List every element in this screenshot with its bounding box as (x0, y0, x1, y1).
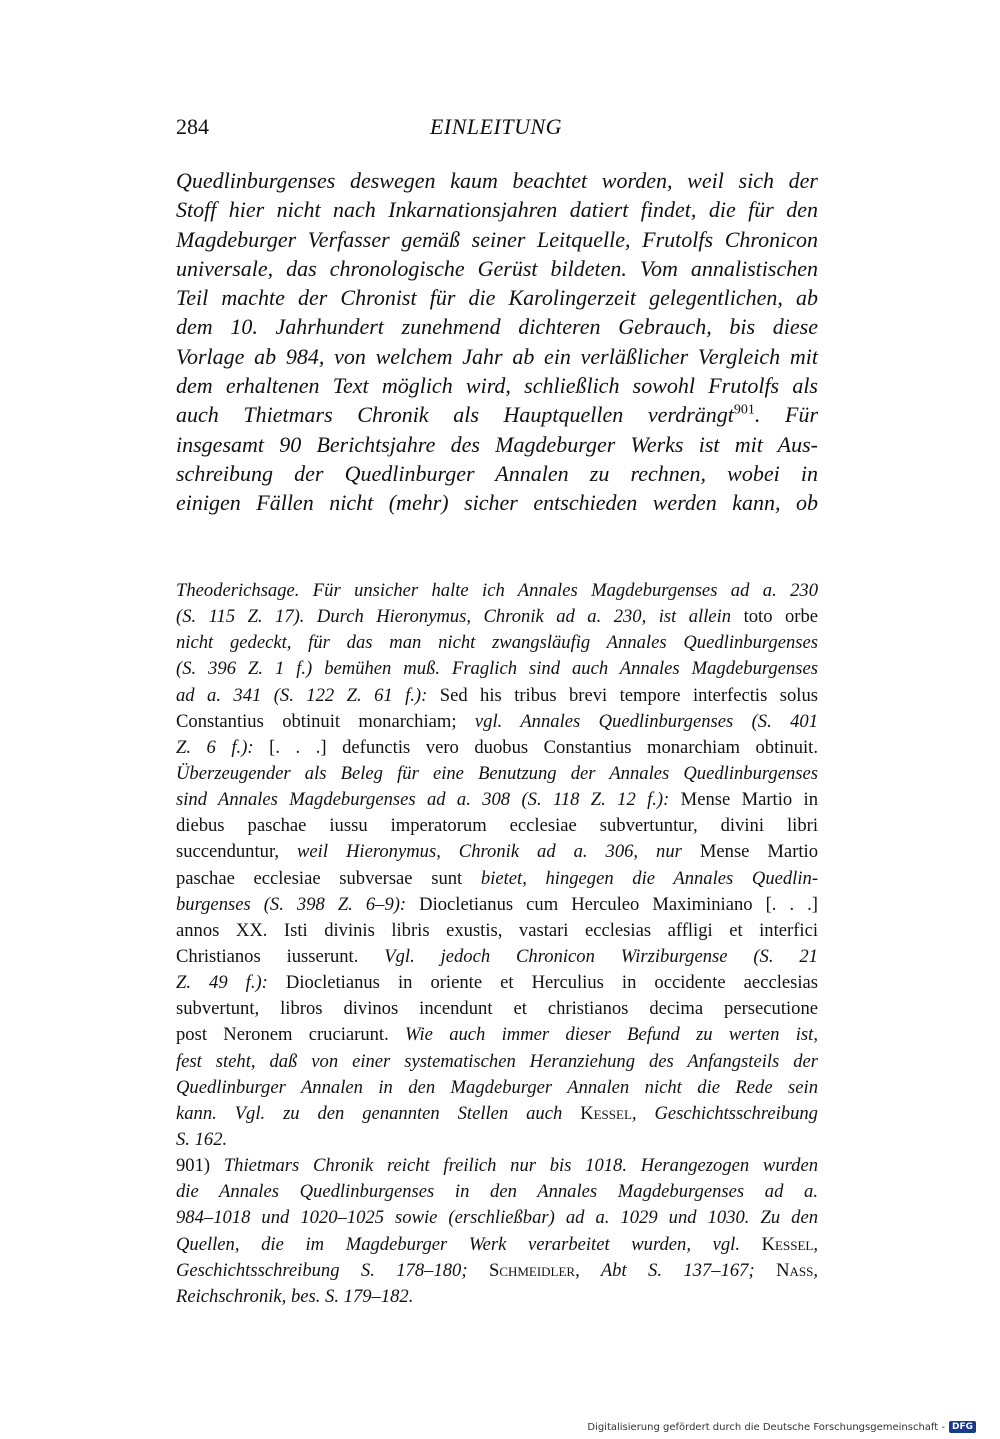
footnote-citation: Vgl. jedoch Chronicon Wirziburgense (S. 21 (384, 945, 818, 967)
footnote-text: Quellen, die im Magdeburger Werk verarbeitet wurden, vgl. (176, 1233, 740, 1255)
footnote-quote: succenduntur, (176, 841, 280, 863)
footnote-line (176, 944, 818, 970)
footnote-line (176, 866, 818, 892)
footnote-text: , Abt S. 137–167; (575, 1259, 755, 1281)
footnote-line (176, 1232, 818, 1258)
footnote-line (176, 1153, 818, 1179)
footnote-line (176, 787, 818, 813)
footnote-quote: paschae ecclesiae subversae sunt (176, 867, 463, 889)
footnote-line (176, 970, 818, 996)
text-line: einigen Fällen nicht (mehr) sicher entschieden werden kann, ob (176, 490, 818, 516)
footnote-quote: Christianos iusserunt. (176, 945, 359, 967)
main-text (176, 166, 818, 518)
footnote-citation: (S. 115 Z. 17). Durch Hieronymus, Chronik ad a. 230, ist allein (176, 606, 732, 628)
text-line (176, 400, 818, 429)
footnote-line: (S. 396 Z. 1 f.) bemühen muß. Fraglich sind auch Annales Magdeburgenses (176, 658, 818, 680)
author-name: Kessel (580, 1102, 632, 1124)
footnote-text: kann. Vgl. zu den genannten Stellen auch (176, 1102, 563, 1124)
footnote-quote: Mense Martio (699, 841, 819, 863)
text-line: Quedlinburgenses deswegen kaum beachtet worden, weil sich der (176, 168, 818, 193)
footnote-quote: Diocletianus in oriente et Herculius in occidente aecclesias (285, 972, 819, 994)
footnote-line (176, 1258, 818, 1284)
credit-text: Digitalisierung gefördert durch die Deutsche Forschungsgemeinschaft - (587, 1421, 945, 1433)
footnote-quote: Constantius obtinuit monarchiam; (176, 710, 457, 732)
dfg-logo: DFG (949, 1421, 976, 1433)
footnote-line: annos XX. Isti divinis libris exustis, vastari ecclesias affligi et interfici (176, 919, 818, 941)
footnote-citation: Z. 6 f.): (176, 736, 254, 758)
text-line: Teil machte der Chronist für die Karolingerzeit gelegentlichen, ab (176, 285, 818, 311)
footnote-text: Thietmars Chronik reicht freilich nur bis 1018. Herangezogen wurden (223, 1155, 819, 1177)
text-line: Vorlage ab 984, von welchem Jahr ab ein verläßlicher Vergleich mit (176, 343, 818, 369)
footnote-quote: Mense Martio in (680, 789, 819, 811)
footnote-citation: weil Hieronymus, Chronik ad a. 306, nur (297, 841, 682, 863)
text-line: Stoff hier nicht nach Inkarnationsjahren datiert findet, die für den (176, 197, 818, 223)
footnote-line: die Annales Quedlinburgenses in den Annales Magdeburgenses ad a. (176, 1181, 818, 1203)
footnote-line (176, 683, 818, 709)
footnote-quote: post Neronem cruciarunt. (176, 1024, 389, 1046)
footnote-line: 984–1018 und 1020–1025 sowie (erschließbar) ad a. 1029 und 1030. Zu den (176, 1207, 818, 1229)
footnote-citation: Z. 49 f.): (176, 972, 268, 994)
footnote-line: Reichschronik, bes. S. 179–182. (176, 1285, 414, 1307)
text-line: universale, das chronologische Gerüst bildeten. Vom annalistischen (176, 255, 818, 281)
footnote-line (176, 839, 818, 865)
footnote-citation: sind Annales Magdeburgenses ad a. 308 (S. 118 Z. 12 f.): (176, 789, 670, 811)
footnote-line: nicht gedeckt, für das man nicht zwangsläufig Annales Quedlinburgenses (176, 632, 818, 654)
footnote-text: , (813, 1233, 818, 1255)
footnote-citation: Wie auch immer dieser Befund zu werten ist, (405, 1024, 818, 1046)
text-line: dem 10. Jahrhundert zunehmend dichteren Gebrauch, bis diese (176, 314, 818, 340)
footnote-citation: ad a. 341 (S. 122 Z. 61 f.): (176, 684, 428, 706)
footnote-citation: vgl. Annales Quedlinburgenses (S. 401 (474, 710, 819, 732)
footnote-citation: bietet, hingegen die Annales Quedlin- (480, 867, 819, 889)
text-line-tail: . Für (754, 402, 819, 428)
footnote-citation: burgenses (S. 398 Z. 6–9): (176, 893, 407, 915)
footnote-line: Quedlinburger Annalen in den Magdeburger Annalen nicht die Rede sein (176, 1076, 818, 1098)
text-line: insgesamt 90 Berichtsjahre des Magdeburger Werks ist mit Aus- (176, 431, 818, 457)
footnote-line (176, 1022, 818, 1048)
footnotes (176, 578, 818, 1310)
footnote-text: Geschichtsschreibung S. 178–180; (176, 1259, 468, 1281)
author-name: Kessel (761, 1233, 814, 1255)
page-number: 284 (176, 114, 209, 139)
footnote-line: Überzeugender als Beleg für eine Benutzung der Annales Quedlinburgenses (176, 762, 818, 784)
footnote-quote: Diocletianus cum Herculeo Maximiniano [. . .] (419, 893, 818, 915)
page-header (176, 114, 816, 148)
author-name: Schmeidler (488, 1259, 576, 1281)
footnote-quote: toto orbe (743, 606, 818, 628)
text-line-head: auch Thietmars Chronik als Hauptquellen verdrängt (176, 402, 734, 428)
footnote-line: subvertunt, libros divinos incendunt et christianos decima persecutione (176, 998, 818, 1020)
footnote-line (176, 604, 818, 630)
footnote-line: diebus paschae iussu imperatorum ecclesiae subvertuntur, divini libri (176, 815, 818, 837)
text-line: dem erhaltenen Text möglich wird, schließlich sowohl Frutolfs als (176, 373, 818, 399)
footnote-text: , (813, 1259, 818, 1281)
author-name: Nass (776, 1259, 814, 1281)
footnote-line (176, 735, 818, 761)
footnote-line: S. 162. (176, 1128, 228, 1150)
footnote-line (176, 1101, 818, 1127)
footnote-marker: 901 (733, 403, 755, 419)
text-line: Magdeburger Verfasser gemäß seiner Leitquelle, Frutolfs Chronicon (176, 226, 818, 252)
footnote-text: , Geschichtsschreibung (631, 1102, 818, 1124)
footnote-line (176, 892, 818, 918)
footnote-line: Theoderichsage. Für unsicher halte ich Annales Magdeburgenses ad a. 230 (176, 580, 818, 601)
footnote-line: fest steht, daß von einer systematischen Heranziehung des Anfangsteils der (176, 1050, 818, 1072)
text-line: schreibung der Quedlinburger Annalen zu rechnen, wobei in (176, 460, 818, 486)
digitization-credit (587, 1421, 976, 1433)
running-head: EINLEITUNG (429, 114, 563, 139)
footnote-line (176, 709, 818, 735)
footnote-number: 901) (176, 1155, 211, 1177)
footnote-quote: Sed his tribus brevi tempore interfectis solus (439, 684, 818, 706)
footnote-quote: [. . .] defunctis vero duobus Constantius monarchiam obtinuit. (269, 736, 818, 758)
